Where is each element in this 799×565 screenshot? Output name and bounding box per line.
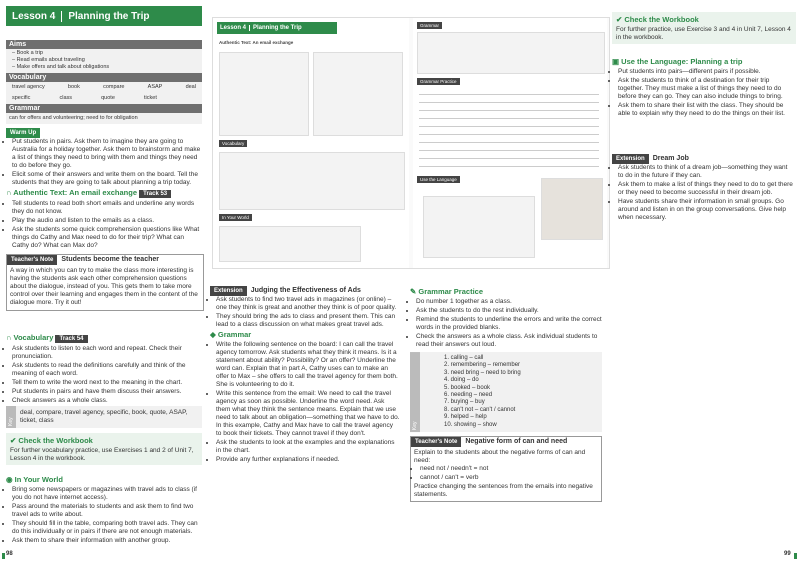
vocab-word: specific xyxy=(12,95,31,101)
check-workbook-box xyxy=(6,433,202,465)
check-icon: ✔ xyxy=(616,15,625,24)
teachers-note-text-2: Practice changing the sentences from the emails into negative statements. xyxy=(414,483,593,499)
key-item: 5. booked – book xyxy=(444,384,491,391)
in-your-world-list xyxy=(6,486,202,545)
vocab-row xyxy=(6,93,202,104)
check-workbook-text: For further practice, use Exercise 3 and 4 in Unit 7, Lesson 4 in the workbook. xyxy=(616,26,791,41)
list-item: • Pass around the materials to students and ask them to find two travel ads to write about. xyxy=(12,503,202,519)
aims-heading: Aims xyxy=(6,40,202,49)
key-item: 6. needing – need xyxy=(444,392,493,399)
list-item: • Put students into pairs—different pairs if possible. xyxy=(618,68,794,76)
authentic-text-heading: ∩ Authentic Text: An email exchange Track 53 xyxy=(6,189,202,198)
image-section-title: Grammar xyxy=(417,22,442,29)
in-your-world-heading: ◉ In Your World xyxy=(6,475,63,484)
image-section-title: Grammar Practice xyxy=(417,78,460,85)
lesson-title: Planning the Trip xyxy=(68,10,150,22)
list-item: • Have students share their information in small groups. Go around and listen in on the group conversations. Give help when necessary. xyxy=(618,198,794,222)
list-item: • Ask students to read the definitions carefully and think of the meaning of each word. xyxy=(12,362,202,378)
list-item: • need not / needn't = not xyxy=(420,465,598,473)
list-item: • Put students in pairs. Ask them to imagine they are going to Australia for a holiday together. Ask them to brainstorm and make a list of things they need to bring with them and things they need to do before they go. xyxy=(12,138,202,170)
page-marker xyxy=(2,553,5,559)
lesson-header xyxy=(6,6,202,26)
list-item: • Elicit some of their answers and write them on the board. Tell the students that they are going to talk about planning a trip today. xyxy=(12,171,202,187)
list-item: • Ask the students some quick comprehension questions like What things do Cathy and Max need to do for their trip? What can Cathy do? What can Max do? xyxy=(12,226,202,250)
vocabulary-section-heading: ∩ Vocabulary Track 54 xyxy=(6,334,202,343)
check-workbook-heading: ✔ Check the Workbook xyxy=(10,436,93,445)
grammar-practice-list xyxy=(410,298,602,349)
list-item: • Put students in pairs and have them discuss their answers. xyxy=(12,388,202,396)
vocabulary-section xyxy=(6,332,202,428)
vocab-row xyxy=(6,82,202,93)
list-item: • Write this sentence from the email: We need to call the travel agency as soon as possible. Underline the word need. Ask them what they think the sentence means. Explain that we use need to talk about an obligation—something that we have to do. In this example, Cathy and Max have to call the travel agency to book their tickets. They cannot travel if they don't. xyxy=(216,390,400,438)
email-thumbnail xyxy=(313,52,403,136)
grammar-text: can for offers and volunteering; need to for obligation xyxy=(9,115,138,121)
vocab-word: deal xyxy=(185,84,196,90)
warm-up-section xyxy=(6,128,202,251)
extension-section xyxy=(210,286,400,465)
vocab-table-thumbnail xyxy=(219,152,405,210)
list-item: • Tell students to read both short emails and underline any words they do not know. xyxy=(12,200,202,216)
grammar-heading: Grammar xyxy=(6,104,202,113)
globe-icon: ◉ xyxy=(6,475,15,484)
list-item: • Ask them to share their list with the class. They should be able to explain why they need to do the things on their list. xyxy=(618,102,794,118)
key-list xyxy=(420,352,545,432)
list-item: • Write the following sentence on the board: I can call the travel agency tomorrow. Ask students what they think it means. Is it a statement about ability? Possibility? Or an offer? Underline the word can. Explain that in part A, Cathy uses can to make an offer to Max – she offers to call the travel agency for them both. She is volunteering to do it. xyxy=(216,341,400,389)
extension-list xyxy=(612,164,794,222)
key-item: 10. showing – show xyxy=(444,421,497,428)
in-your-world-section xyxy=(6,474,202,546)
email-thumbnail xyxy=(219,52,309,136)
list-item: • Ask students to think of a dream job—something they want to do in the future if they can. xyxy=(618,164,794,180)
aim-item: – Make offers and talk about obligations xyxy=(12,64,110,70)
lesson-number: Lesson 4 xyxy=(6,11,62,22)
check-workbook-box xyxy=(612,12,796,44)
vocab-word: quote xyxy=(101,95,115,101)
list-item: • Tell them to write the word next to the meaning in the chart. xyxy=(12,379,202,387)
list-item: • Ask the students to look at the examples and the explanations in the chart. xyxy=(216,439,400,455)
page-number-left: 98 xyxy=(6,551,13,557)
key-item: 9. helped – help xyxy=(444,414,487,421)
list-item: • Provide any further explanations if needed. xyxy=(216,456,400,464)
key-box xyxy=(6,406,202,428)
page-marker xyxy=(794,553,797,559)
key-label: Key xyxy=(6,406,16,428)
teachers-note-tag: Teacher's Note xyxy=(411,437,461,447)
teachers-note-title: Students become the teacher xyxy=(61,256,159,263)
headphones-icon: ∩ xyxy=(6,188,14,197)
use-language-list xyxy=(612,68,794,118)
extension-header xyxy=(612,154,794,164)
pencil-icon: ✎ xyxy=(410,287,419,296)
vocab-word: compare xyxy=(103,84,125,90)
teachers-note-box xyxy=(6,254,204,311)
grammar-chart-thumbnail xyxy=(417,32,605,74)
grammar-list xyxy=(210,341,400,464)
extension-title: Judging the Effectiveness of Ads xyxy=(250,287,361,294)
extension-section xyxy=(612,154,794,223)
key-box xyxy=(410,352,602,432)
list-item: • cannot / can't = verb xyxy=(420,474,598,482)
image-section-title: Vocabulary xyxy=(219,140,247,147)
teachers-note-box xyxy=(410,436,602,502)
extension-title: Dream Job xyxy=(652,155,689,162)
vocab-word: ticket xyxy=(144,95,157,101)
authentic-text-list xyxy=(6,200,202,250)
extension-tag: Extension xyxy=(210,286,247,296)
list-item: • They should bring the ads to class and present them. This can lead to a class discussion on what makes great travel ads. xyxy=(216,313,400,329)
warm-up-list xyxy=(6,138,202,187)
aims-list xyxy=(6,50,202,71)
aim-item: – Read emails about traveling xyxy=(12,57,85,63)
key-item: 3. need bring – need to bring xyxy=(444,369,521,376)
extension-list xyxy=(210,296,400,329)
chat-icon: ▣ xyxy=(612,57,622,66)
key-item: 1. calling – call xyxy=(444,355,484,361)
list-item: • They should fill in the table, comparing both travel ads. They can do this individually or in pairs if there are not enough materials. xyxy=(12,520,202,536)
extension-tag: Extension xyxy=(612,154,649,164)
grammar-practice-section xyxy=(410,286,602,502)
check-workbook-heading: ✔ Check the Workbook xyxy=(616,15,699,24)
list-item: • Play the audio and listen to the emails as a class. xyxy=(12,217,202,225)
list-item: • Ask the students to think of a destination for their trip together. They must make a list of things they need to do before they can go. They can also include things to bring. xyxy=(618,77,794,101)
todo-list-thumbnail xyxy=(423,196,535,258)
ads-table-thumbnail xyxy=(219,226,361,262)
list-item: • Ask students to find two travel ads in magazines (or online) – one they think is great and another they think is of poor quality. xyxy=(216,296,400,312)
vocab-word: ASAP xyxy=(147,84,163,90)
track-badge: Track 54 xyxy=(55,335,87,343)
image-section-title: Authentic Text: An email exchange xyxy=(219,40,294,45)
vocab-word: travel agency xyxy=(12,84,45,90)
key-label: Key xyxy=(410,352,420,432)
key-item: 2. remembering – remember xyxy=(444,362,521,369)
list-item: • Bring some newspapers or magazines with travel ads to class (if you do not have internet access). xyxy=(12,486,202,502)
vocab-word: class xyxy=(59,95,72,101)
teachers-note-title: Negative form of can and need xyxy=(465,438,568,446)
grammar-practice-heading: ✎ Grammar Practice xyxy=(410,287,483,296)
teachers-note-header xyxy=(7,255,203,265)
page-image-right xyxy=(413,18,607,268)
list-item: • Ask them to make a list of things they need to do to get there or they need to become successful in their dream job. xyxy=(618,181,794,197)
page-image-left xyxy=(213,18,409,268)
vocab-word: book xyxy=(67,84,80,90)
grammar-icon: ◆ xyxy=(210,330,218,339)
headphones-icon: ∩ xyxy=(6,333,14,342)
image-lesson-header: Lesson 4 Planning the Trip xyxy=(217,22,337,34)
aims-box xyxy=(6,40,202,124)
student-book-page-image xyxy=(212,17,610,269)
vocabulary-list xyxy=(6,345,202,405)
teachers-note-list xyxy=(414,465,598,482)
vocabulary-heading: Vocabulary xyxy=(6,73,202,82)
key-item: 7. buying – buy xyxy=(444,399,485,406)
page-number-right: 99 xyxy=(784,551,791,557)
teachers-note-text: A way in which you can try to make the class more interesting is having the students ask each other comprehension questions about the dialogue, instead of you. This gets them to take more control over their learning and engages them in the content of the dialogue more. Try it out! xyxy=(10,267,198,306)
check-icon: ✔ xyxy=(10,436,19,445)
key-item: 8. can't not – can't / cannot xyxy=(444,406,516,413)
extension-header xyxy=(210,286,400,296)
image-section-title: In Your World xyxy=(219,214,252,221)
check-workbook-text: For further vocabulary practice, use Exercises 1 and 2 of Unit 7, Lesson 4 in the workbook. xyxy=(10,447,194,462)
use-language-heading: ▣ Use the Language: Planning a trip xyxy=(612,57,743,66)
photo-thumbnail xyxy=(541,178,603,240)
teachers-note-text: Explain to the students about the negative forms of can and need: xyxy=(414,449,586,465)
key-item: 4. doing – do xyxy=(444,377,479,384)
list-item: • Remind the students to underline the errors and write the correct words in the provided blanks. xyxy=(416,316,602,332)
list-item: • Ask the students to do the rest individually. xyxy=(416,307,602,315)
teachers-note-tag: Teacher's Note xyxy=(7,255,57,265)
aim-item: – Book a trip xyxy=(12,50,43,56)
list-item: • Check the answers as a whole class. Ask individual students to read their answers out loud. xyxy=(416,333,602,349)
track-badge: Track 53 xyxy=(139,190,171,198)
list-item: • Ask students to listen to each word and repeat. Check their pronunciation. xyxy=(12,345,202,361)
list-item: • Check answers as a whole class. xyxy=(12,397,202,405)
image-section-title: Use the Language xyxy=(417,176,460,183)
teachers-note-header xyxy=(411,437,601,447)
key-text: deal, compare, travel agency, specific, book, quote, ASAP, ticket, class xyxy=(20,409,188,424)
list-item: • Do number 1 together as a class. xyxy=(416,298,602,306)
use-language-section xyxy=(612,56,794,119)
warm-up-label: Warm Up xyxy=(6,128,40,138)
list-item: • Ask them to share their information with another group. xyxy=(12,537,202,545)
grammar-section-heading: ◆ Grammar xyxy=(210,330,252,339)
